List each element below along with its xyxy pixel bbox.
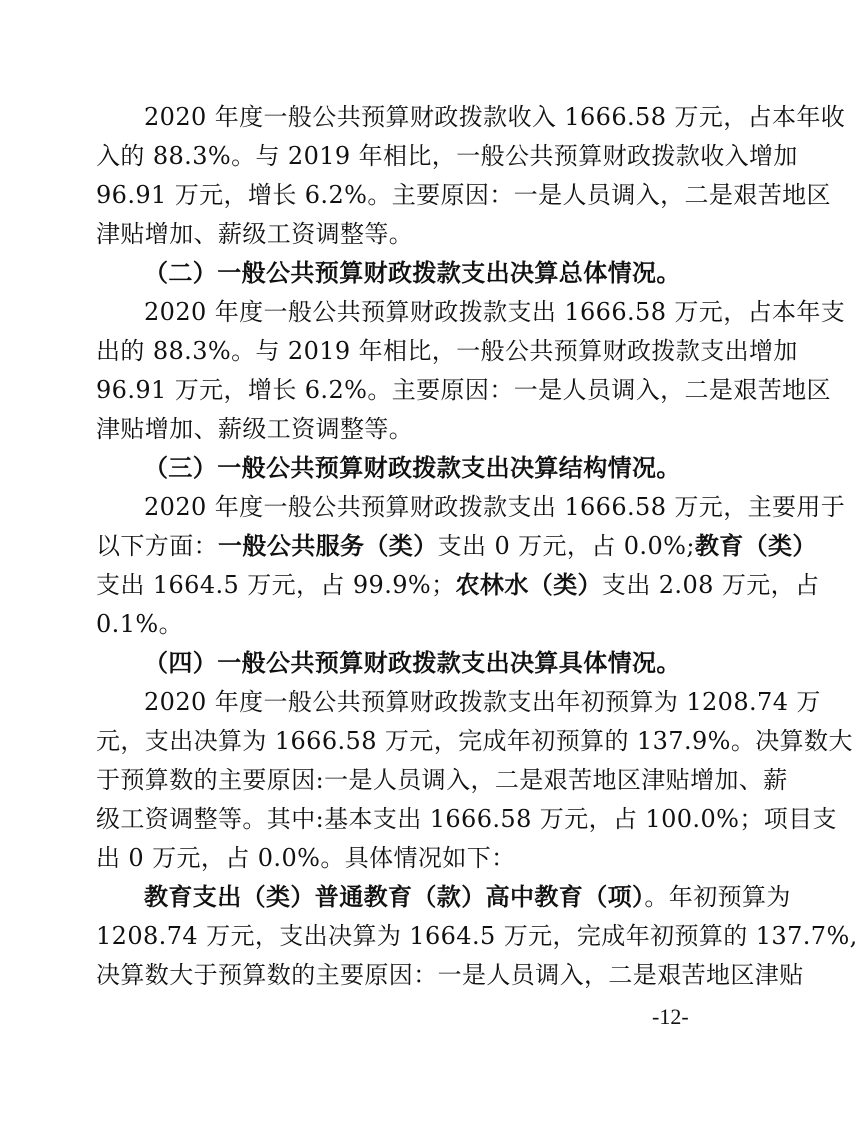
paragraph-line: 0.1%。 [96,610,183,638]
category-agriculture: 农林水（类） [455,571,602,599]
text-run: 。年初预算为 [644,883,791,911]
text-run: 支出 2.08 万元，占 [601,571,820,599]
paragraph-line: 2020 年度一般公共预算财政拨款支出 1666.58 万元，主要用于 [144,493,846,521]
section-heading-2: （二）一般公共预算财政拨款支出决算总体情况。 [144,259,681,287]
item-education-high-school: 教育支出（类）普通教育（款）高中教育（项） [144,883,645,911]
paragraph-line: 2020 年度一般公共预算财政拨款收入 1666.58 万元，占本年收 [144,103,846,131]
paragraph-line: 2020 年度一般公共预算财政拨款支出 1666.58 万元，占本年支 [144,298,846,326]
text-run: 支出 1664.5 万元，占 99.9%； [96,571,456,599]
paragraph-line [96,568,820,606]
page-number: -12- [652,1004,689,1029]
category-education: 教育（类） [694,532,817,560]
paragraph-line: 出 0 万元，占 0.0%。具体情况如下： [96,844,516,872]
paragraph-line: 津贴增加、薪级工资调整等。 [96,220,414,248]
paragraph-line: 津贴增加、薪级工资调整等。 [96,415,414,443]
paragraph-line [144,880,791,918]
category-general-public-services: 一般公共服务（类） [218,532,438,560]
paragraph-line: 级工资调整等。其中:基本支出 1666.58 万元，占 100.0%；项目支 [96,805,837,833]
text-run: 以下方面： [96,532,218,560]
paragraph-line: 入的 88.3%。与 2019 年相比，一般公共预算财政拨款收入增加 [96,142,798,170]
paragraph-line: 96.91 万元，增长 6.2%。主要原因：一是人员调入，二是艰苦地区 [96,376,831,404]
paragraph-line [96,529,817,567]
text-run: 支出 0 万元，占 0.0%; [437,532,695,560]
paragraph-line: 96.91 万元，增长 6.2%。主要原因：一是人员调入，二是艰苦地区 [96,181,831,209]
section-heading-4: （四）一般公共预算财政拨款支出决算具体情况。 [144,649,681,677]
paragraph-line: 1208.74 万元，支出决算为 1664.5 万元，完成年初预算的 137.7%, [96,922,858,950]
paragraph-line: 2020 年度一般公共预算财政拨款支出年初预算为 1208.74 万 [144,688,821,716]
paragraph-line: 于预算数的主要原因:一是人员调入，二是艰苦地区津贴增加、薪 [96,766,788,794]
section-heading-3: （三）一般公共预算财政拨款支出决算结构情况。 [144,454,681,482]
paragraph-line: 出的 88.3%。与 2019 年相比，一般公共预算财政拨款支出增加 [96,337,798,365]
paragraph-line: 决算数大于预算数的主要原因：一是人员调入，二是艰苦地区津贴 [96,961,804,989]
paragraph-line: 元，支出决算为 1666.58 万元，完成年初预算的 137.9%。决算数大 [96,727,853,755]
